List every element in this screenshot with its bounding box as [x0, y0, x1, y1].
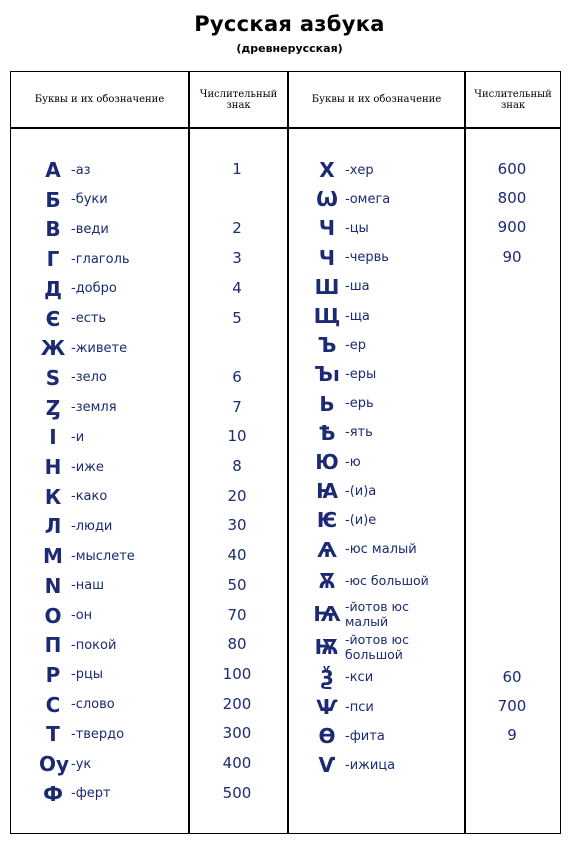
- letter-row: [313, 419, 373, 447]
- glyph: Ѫ: [318, 568, 336, 593]
- letter-name: -(и)а: [345, 483, 377, 499]
- numeric-value: 6: [232, 367, 242, 386]
- numeric-value: 900: [497, 218, 527, 237]
- letter-row: [313, 273, 370, 301]
- letter-name: -йотов юс большой: [345, 631, 409, 662]
- numeric-value: 5: [232, 308, 242, 327]
- letter-row: [39, 156, 91, 184]
- glyph: Ъ: [317, 333, 337, 358]
- glyph: Є: [45, 306, 61, 331]
- letter-row: [39, 483, 107, 511]
- glyph: Ѧ: [317, 537, 337, 562]
- letter-name: -живете: [71, 340, 128, 356]
- letter-name: -како: [71, 489, 108, 505]
- letter-name: -ща: [345, 308, 370, 324]
- letter-row: [39, 780, 111, 808]
- column-divider: [464, 72, 466, 833]
- letter-row: [313, 598, 445, 630]
- letter-name: -и: [71, 429, 85, 445]
- glyph: Ѩ: [313, 601, 341, 626]
- letter-name: -покой: [71, 637, 117, 653]
- letter-row: [313, 302, 370, 330]
- header-number-left: Числительный знак: [199, 88, 278, 111]
- letter-row: [313, 244, 389, 272]
- glyph: N: [44, 573, 62, 598]
- letter-name: -ю: [345, 454, 361, 470]
- numeric-value: 50: [227, 575, 247, 594]
- letter-row: [39, 364, 107, 392]
- glyph: О: [44, 603, 62, 628]
- letter-name: -фита: [345, 728, 385, 744]
- letter-name: -юс малый: [345, 542, 417, 558]
- letter-name: -йотов юс малый: [345, 598, 409, 629]
- numeric-value: 4: [232, 278, 242, 297]
- letter-name: -веди: [71, 221, 109, 237]
- letter-row: [313, 506, 376, 534]
- header-letters-left: Буквы и их обозначение: [34, 94, 165, 105]
- letter-row: [39, 631, 116, 659]
- letter-name: -кси: [345, 670, 374, 686]
- numeric-value: 80: [227, 635, 247, 654]
- numeric-value: 2: [232, 219, 242, 238]
- numeric-value: 20: [227, 486, 247, 505]
- glyph: Ѳ: [318, 724, 336, 749]
- letter-row: [313, 693, 374, 721]
- numeric-value: 90: [502, 247, 522, 266]
- letter-row: [313, 751, 395, 779]
- numeric-value: 70: [227, 605, 247, 624]
- letter-row: [313, 664, 373, 692]
- glyph: Г: [46, 247, 60, 272]
- letter-name: -(и)е: [345, 512, 377, 528]
- numeric-value: 500: [222, 783, 252, 802]
- numeric-value: 30: [227, 516, 247, 535]
- letter-row: [39, 542, 135, 570]
- glyph: Н: [44, 455, 62, 479]
- alphabet-table: [10, 71, 561, 834]
- numeric-value: 800: [497, 189, 527, 208]
- letter-row: [39, 661, 103, 689]
- letter-row: [313, 631, 445, 663]
- letter-name: -рцы: [71, 667, 104, 683]
- glyph: Ѯ: [320, 665, 334, 690]
- numeric-value: 3: [232, 249, 242, 268]
- glyph: Р: [45, 662, 61, 687]
- letter-row: [313, 565, 445, 597]
- letter-row: [39, 750, 91, 778]
- numeric-value: 10: [227, 427, 247, 446]
- letter-name: -слово: [71, 697, 115, 713]
- letter-name: -ять: [345, 425, 373, 441]
- glyph: Ь: [319, 391, 335, 416]
- letter-row: [313, 390, 374, 418]
- letter-row: [313, 185, 390, 213]
- glyph: Ш: [314, 274, 340, 299]
- letter-name: -глаголь: [71, 251, 130, 267]
- letter-name: -ер: [345, 337, 366, 353]
- letter-row: [39, 394, 117, 422]
- glyph: Х: [319, 158, 335, 182]
- glyph: Т: [46, 722, 60, 747]
- numeric-value: 700: [497, 697, 527, 715]
- letter-row: [39, 334, 127, 362]
- letter-name: -наш: [71, 578, 105, 594]
- glyph: Л: [44, 514, 62, 539]
- letter-row: [39, 602, 92, 630]
- letter-name: -юс большой: [345, 573, 429, 589]
- letter-row: [313, 360, 376, 388]
- letter-name: -есть: [71, 311, 107, 326]
- letter-name: -аз: [71, 162, 91, 178]
- letter-row: [313, 477, 376, 505]
- glyph: М: [43, 544, 63, 569]
- letter-name: -он: [71, 608, 93, 623]
- glyph: С: [45, 692, 61, 717]
- numeric-value: 100: [222, 664, 252, 683]
- letter-name: -ерь: [345, 396, 374, 412]
- glyph: Ѱ: [316, 695, 338, 719]
- letter-row: [313, 331, 366, 359]
- numeric-value: 200: [222, 694, 252, 713]
- letter-name: -еры: [345, 366, 377, 382]
- numeric-value: 40: [227, 546, 247, 565]
- glyph: Оу: [39, 752, 70, 776]
- header-divider: [11, 127, 560, 129]
- letter-row: [39, 215, 109, 243]
- letter-row: [313, 448, 361, 476]
- column-divider: [287, 72, 289, 833]
- glyph: Ѣ: [318, 420, 336, 445]
- glyph: П: [44, 633, 62, 658]
- letter-name: -зело: [71, 370, 107, 386]
- letter-name: -твердо: [71, 726, 125, 742]
- glyph: А: [45, 158, 61, 182]
- letter-row: [313, 722, 385, 750]
- letter-row: [39, 305, 106, 333]
- page-title: Русская азбука: [194, 12, 385, 36]
- letter-name: -иже: [71, 459, 104, 475]
- glyph: Б: [45, 187, 61, 212]
- letter-name: -ферт: [71, 786, 111, 802]
- glyph: Ю: [315, 450, 339, 474]
- glyph: Ф: [43, 781, 63, 806]
- glyph: Ч: [318, 216, 336, 241]
- numeric-value: 300: [222, 724, 252, 743]
- glyph: Ѡ: [316, 187, 338, 212]
- glyph: S: [45, 365, 61, 390]
- numeric-value: 400: [222, 754, 252, 772]
- letter-row: [39, 186, 108, 214]
- header-letters-right: Буквы и их обозначение: [311, 94, 442, 105]
- letter-row: [313, 156, 374, 184]
- glyph: Ѭ: [314, 634, 340, 659]
- letter-name: -буки: [71, 192, 108, 208]
- letter-name: -земля: [71, 400, 117, 416]
- letter-row: [39, 245, 130, 273]
- numeric-value: 1: [232, 160, 242, 178]
- glyph: Ꙗ: [316, 479, 338, 504]
- letter-row: [39, 453, 104, 481]
- letter-name: -ша: [345, 279, 370, 295]
- header-number-right: Числительный знак: [474, 88, 552, 111]
- column-divider: [188, 72, 190, 833]
- page-subtitle: (древнерусская): [236, 42, 343, 55]
- glyph: Ъı: [314, 362, 340, 387]
- letter-row: [39, 423, 84, 451]
- letter-name: -омега: [345, 191, 391, 207]
- numeric-value: 7: [232, 397, 242, 416]
- letter-row: [39, 572, 104, 600]
- glyph: В: [45, 217, 61, 242]
- numeric-value: 9: [507, 726, 517, 745]
- glyph: Ж: [40, 336, 66, 361]
- glyph: Щ: [313, 304, 341, 328]
- letter-name: -пси: [345, 699, 374, 715]
- numeric-value: 60: [502, 667, 522, 686]
- letter-row: [313, 536, 417, 564]
- letter-name: -ук: [71, 756, 92, 772]
- numeric-value: 600: [497, 160, 527, 178]
- glyph: К: [44, 484, 62, 509]
- letter-row: [39, 720, 124, 748]
- letter-name: -добро: [71, 281, 117, 297]
- letter-row: [39, 691, 115, 719]
- glyph: Ѥ: [316, 508, 338, 533]
- letter-row: [39, 275, 117, 303]
- letter-name: -люди: [71, 518, 113, 534]
- letter-name: -мыслете: [71, 548, 135, 564]
- glyph: Д: [44, 276, 62, 301]
- letter-name: -хер: [345, 162, 374, 178]
- glyph: Ȥ: [45, 395, 61, 420]
- glyph: І: [49, 425, 57, 450]
- glyph: Ѵ: [318, 753, 336, 778]
- letter-row: [313, 214, 369, 242]
- letter-name: -цы: [345, 220, 369, 236]
- letter-name: -ижица: [345, 757, 396, 773]
- letter-name: -червь: [345, 250, 389, 266]
- numeric-value: 8: [232, 457, 242, 475]
- glyph: Ч: [318, 245, 336, 270]
- letter-row: [39, 512, 112, 540]
